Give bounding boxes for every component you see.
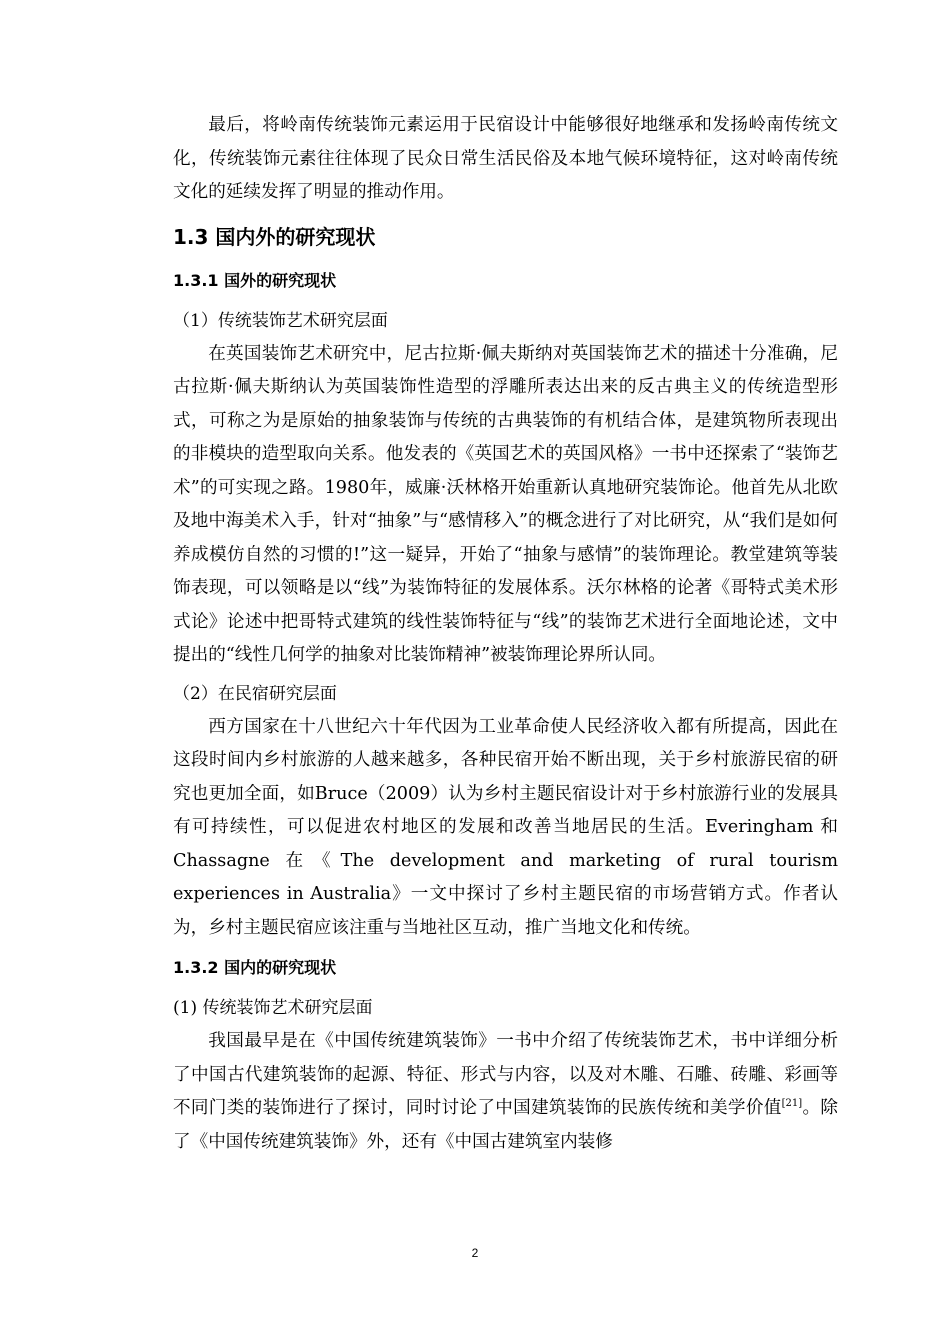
paragraph-foreign-decorative-art: 在英国装饰艺术研究中，尼古拉斯·佩夫斯纳对英国装饰艺术的描述十分准确，尼古拉斯·佩夫斯纳认为英国装饰性造型的浮雕所表达出来的反古典主义的传统造型形式，可称之为是原始的抽象装饰与传统的古典装饰的有机结合体，是建筑物所表现出的非模块的造型取向关系。他发表的《英国艺术的英国风格》一书中还探索了“装饰艺术”的可实现之路。1980年，威廉·沃林格开始重新认真地研究装饰论。他首先从北欧及地中海美术入手，针对“抽象”与“感情移入”的概念进行了对比研究，从“我们是如何养成模仿自然的习惯的!”这一疑异，开始了“抽象与感情”的装饰理论。教堂建筑等装饰表现，可以领略是以“线”为装饰特征的发展体系。沃尔林格的论著《哥特式美术形式论》论述中把哥特式建筑的线性装饰特征与“线”的装饰艺术进行全面地论述，文中提出的“线性几何学的抽象对比装饰精神”被装饰理论界所认同。 bbox=[173, 343, 838, 665]
subheading-domestic-art: (1) 传统装饰艺术研究层面 bbox=[173, 998, 373, 1018]
heading-1-3-2: 1.3.2 国内的研究现状 bbox=[173, 958, 337, 977]
subheading-traditional-art: （1）传统装饰艺术研究层面 bbox=[173, 310, 388, 331]
paragraph-foreign-bnb: 西方国家在十八世纪六十年代因为工业革命使人民经济收入都有所提高，因此在这段时间内乡村旅游的人越来越多，各种民宿开始不断出现，关于乡村旅游民宿的研究也更加全面，如Bruce（2009）认为乡村主题民宿设计对于乡村旅游行业的发展具有可持续性，可以促进农村地区的发展和改善当地居民的生活。Everingham 和 Chassagne 在《The development and marketing of rural tourism experiences in Australia》一文中探讨了乡村主题民宿的市场营销方式。作者认为，乡村主题民宿应该注重与当地社区互动，推广当地文化和传统。 bbox=[173, 716, 838, 938]
subheading-bnb-research: （2）在民宿研究层面 bbox=[173, 683, 337, 704]
heading-1-3: 1.3 国内外的研究现状 bbox=[173, 224, 376, 249]
page-content bbox=[173, 109, 838, 1159]
domestic-text-part-a: 我国最早是在《中国传统建筑装饰》一书中介绍了传统装饰艺术，书中详细分析了中国古代建筑装饰的起源、特征、形式与内容，以及对木雕、石雕、砖雕、彩画等不同门类的装饰进行了探讨，同时讨论了中国建筑装饰的民族传统和美学价值 bbox=[173, 1031, 838, 1118]
paragraph-intro: 最后，将岭南传统装饰元素运用于民宿设计中能够很好地继承和发扬岭南传统文化，传统装饰元素往往体现了民众日常生活民俗及本地气候环境特征，这对岭南传统文化的延续发挥了明显的推动作用。 bbox=[173, 115, 838, 202]
citation-ref: [21] bbox=[781, 1098, 803, 1110]
heading-1-3-1: 1.3.1 国外的研究现状 bbox=[173, 270, 337, 290]
page-number: 2 bbox=[471, 1246, 479, 1260]
paragraph-domestic-art bbox=[173, 1025, 838, 1159]
domestic-text-part-b: 。除了《中国传统建筑装饰》外，还有《中国古建筑室内装修 bbox=[173, 1098, 838, 1152]
